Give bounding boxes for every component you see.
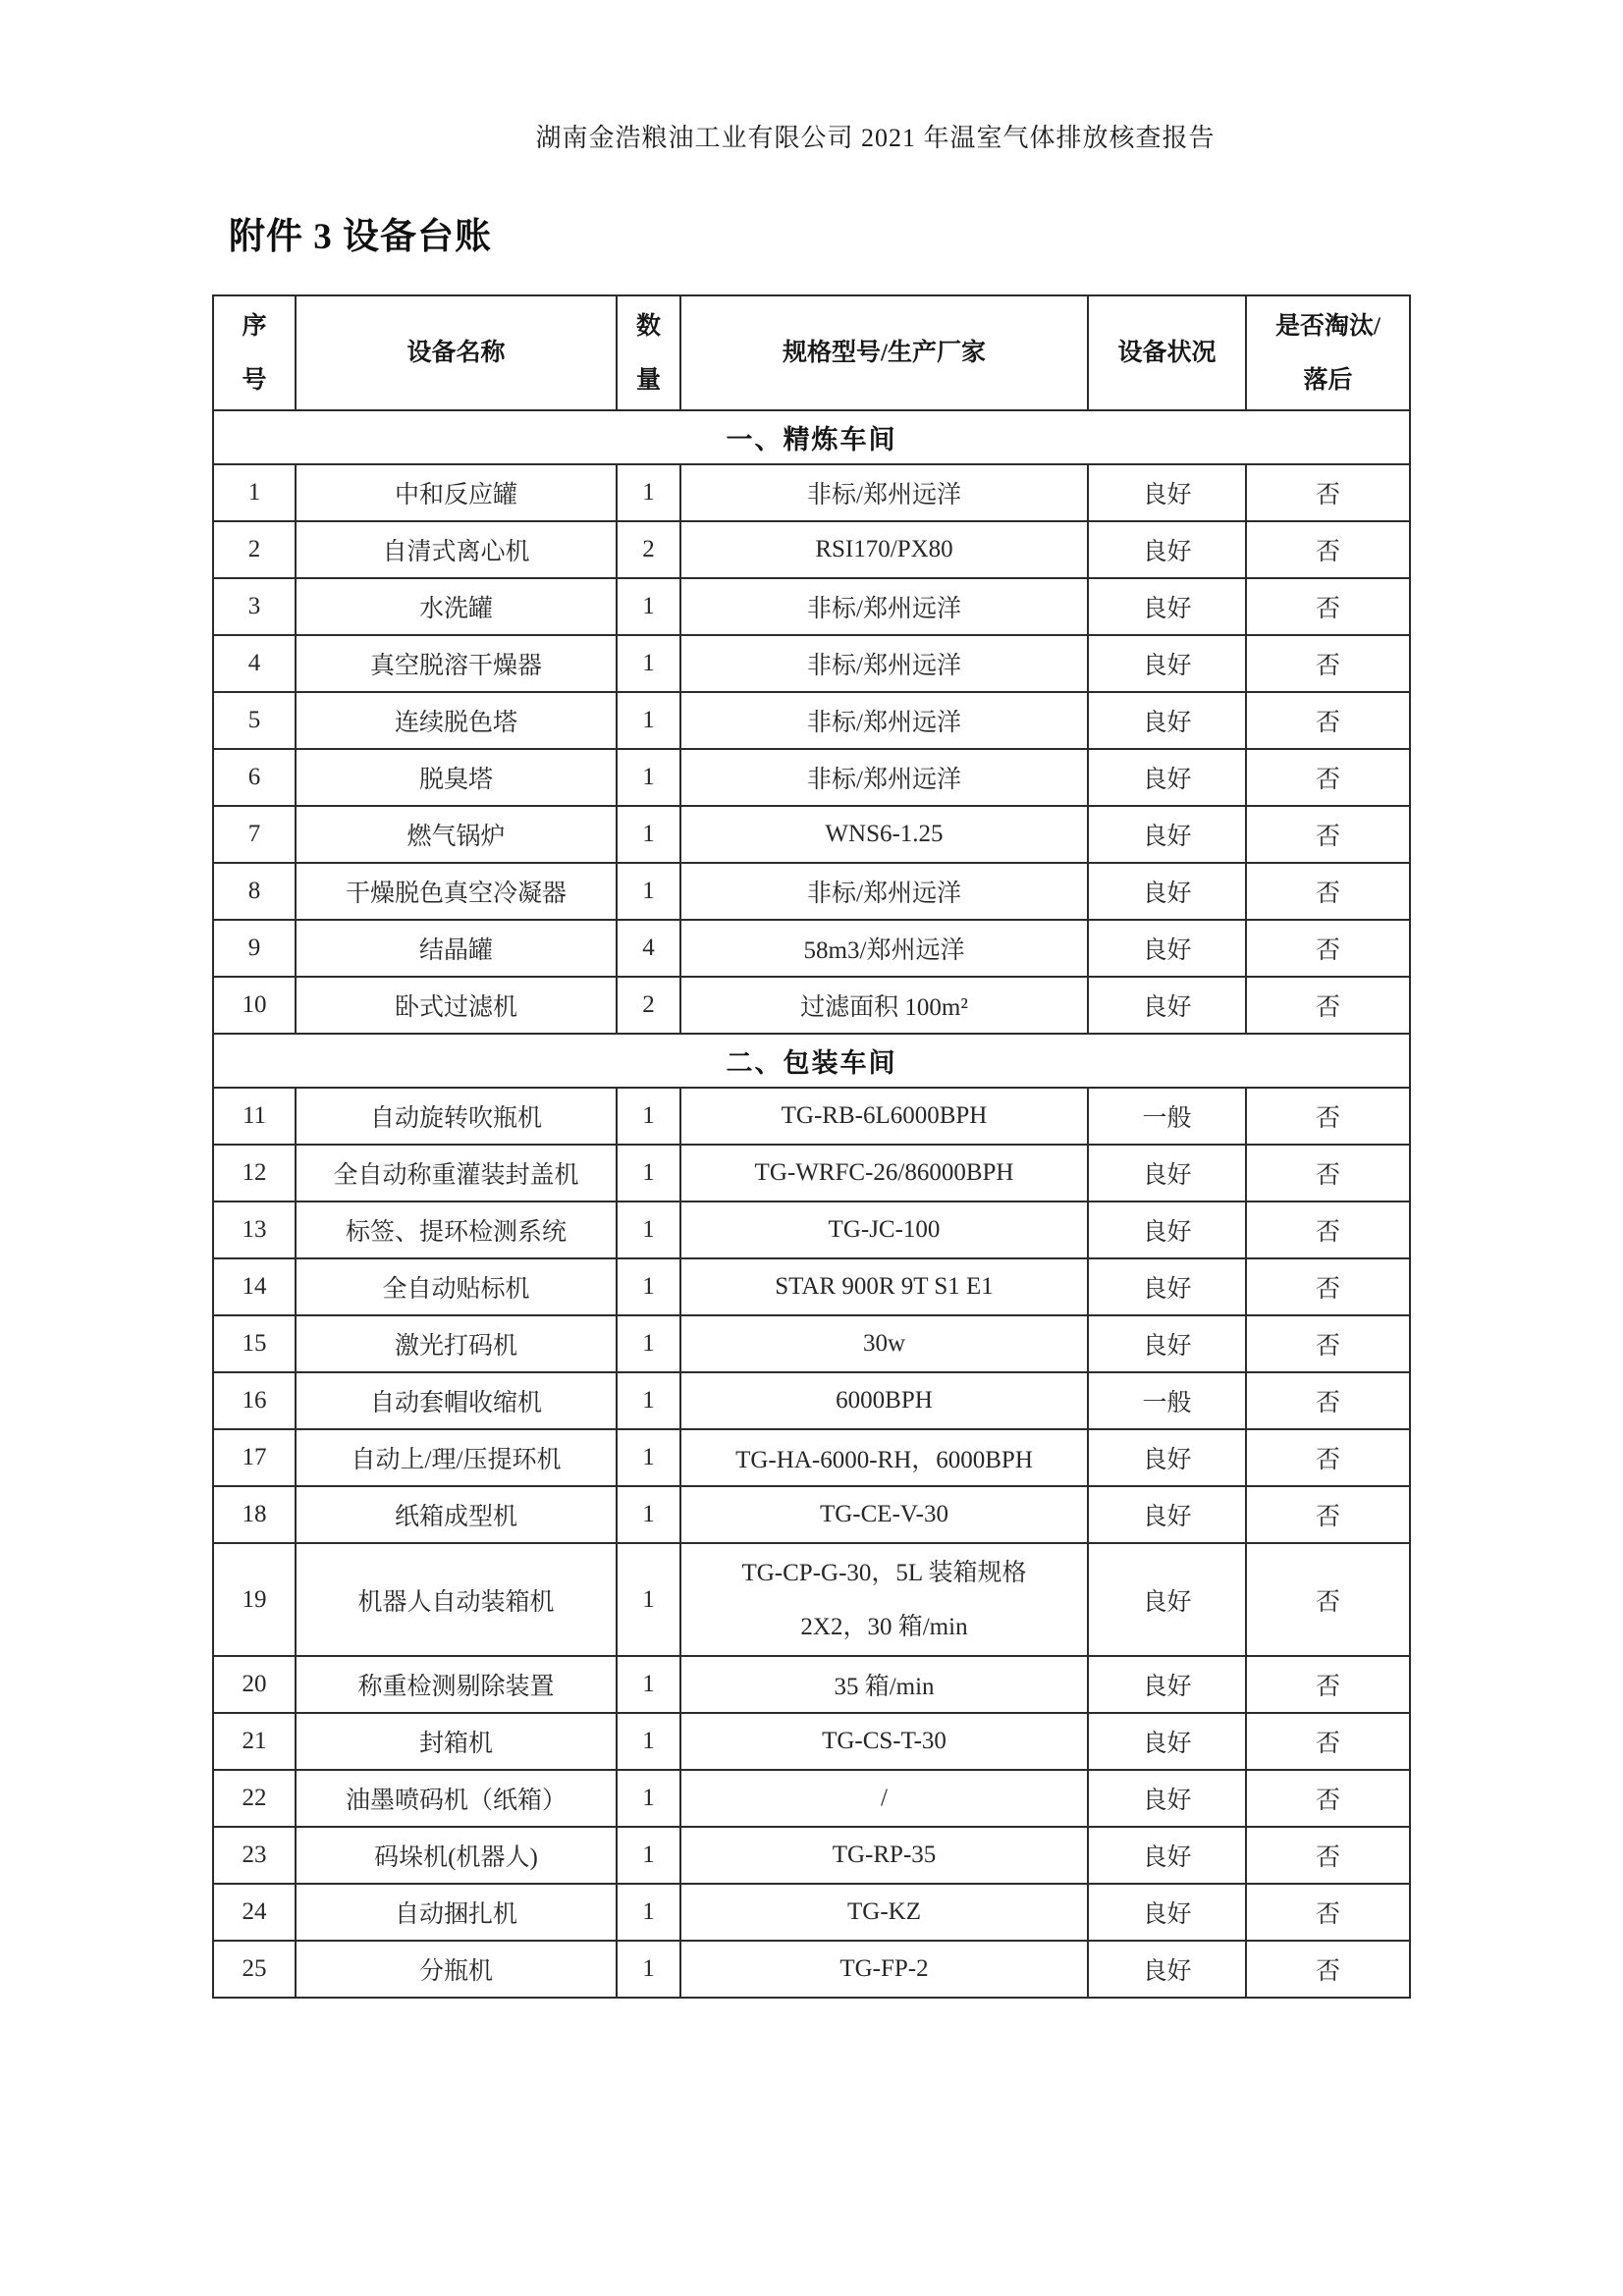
cell-equipment-name: 脱臭塔 (296, 749, 617, 806)
cell-index: 3 (213, 578, 296, 635)
table-row (213, 749, 1410, 806)
cell-obsolete: 否 (1246, 1486, 1410, 1543)
cell-spec-manufacturer: TG-WRFC-26/86000BPH (680, 1145, 1088, 1201)
cell-index: 11 (213, 1088, 296, 1145)
column-header-spec-manufacturer: 规格型号/生产厂家 (680, 295, 1088, 410)
cell-quantity: 2 (617, 977, 680, 1034)
cell-spec-manufacturer: STAR 900R 9T S1 E1 (680, 1258, 1088, 1315)
cell-status: 良好 (1088, 1656, 1246, 1713)
cell-quantity: 2 (617, 521, 680, 578)
cell-spec-manufacturer: WNS6-1.25 (680, 806, 1088, 863)
table-row (213, 1088, 1410, 1145)
column-header-equipment-name: 设备名称 (296, 295, 617, 410)
cell-quantity: 1 (617, 578, 680, 635)
cell-spec-manufacturer: 35 箱/min (680, 1656, 1088, 1713)
table-row (213, 635, 1410, 692)
cell-quantity: 1 (617, 1656, 680, 1713)
cell-spec-manufacturer: 6000BPH (680, 1372, 1088, 1429)
cell-quantity: 1 (617, 863, 680, 920)
cell-equipment-name: 真空脱溶干燥器 (296, 635, 617, 692)
cell-obsolete: 否 (1246, 692, 1410, 749)
table-row (213, 977, 1410, 1034)
cell-status: 良好 (1088, 1543, 1246, 1656)
cell-quantity: 1 (617, 1486, 680, 1543)
cell-spec-manufacturer: TG-FP-2 (680, 1941, 1088, 1998)
column-header-status: 设备状况 (1088, 295, 1246, 410)
column-header-obsolete (1246, 295, 1410, 410)
table-row (213, 1656, 1410, 1713)
cell-equipment-name: 全自动称重灌装封盖机 (296, 1145, 617, 1201)
cell-index: 4 (213, 635, 296, 692)
table-row (213, 1486, 1410, 1543)
cell-obsolete: 否 (1246, 1429, 1410, 1486)
table-row (213, 806, 1410, 863)
cell-index: 10 (213, 977, 296, 1034)
cell-status: 良好 (1088, 1884, 1246, 1941)
cell-spec-manufacturer: 非标/郑州远洋 (680, 749, 1088, 806)
cell-status: 良好 (1088, 1486, 1246, 1543)
cell-obsolete: 否 (1246, 1088, 1410, 1145)
cell-equipment-name: 自清式离心机 (296, 521, 617, 578)
cell-spec-manufacturer-line2: 2X2，30 箱/min (800, 1613, 968, 1640)
cell-obsolete: 否 (1246, 1372, 1410, 1429)
cell-equipment-name: 纸箱成型机 (296, 1486, 617, 1543)
cell-index: 21 (213, 1713, 296, 1770)
table-row (213, 1429, 1410, 1486)
cell-obsolete: 否 (1246, 635, 1410, 692)
cell-index: 7 (213, 806, 296, 863)
cell-status: 良好 (1088, 863, 1246, 920)
column-header-index-line2: 号 (242, 366, 267, 394)
table-row (213, 1713, 1410, 1770)
cell-equipment-name: 水洗罐 (296, 578, 617, 635)
column-header-quantity-line1: 数 (635, 312, 661, 340)
cell-obsolete: 否 (1246, 920, 1410, 977)
table-header-row (213, 295, 1410, 410)
table-row (213, 1372, 1410, 1429)
table-row (213, 1258, 1410, 1315)
cell-obsolete: 否 (1246, 806, 1410, 863)
cell-spec-manufacturer: 过滤面积 100m² (680, 977, 1088, 1034)
cell-spec-manufacturer: TG-CE-V-30 (680, 1486, 1088, 1543)
cell-spec-manufacturer: TG-RP-35 (680, 1827, 1088, 1884)
cell-spec-manufacturer: TG-RB-6L6000BPH (680, 1088, 1088, 1145)
cell-status: 一般 (1088, 1088, 1246, 1145)
cell-index: 23 (213, 1827, 296, 1884)
cell-index: 20 (213, 1656, 296, 1713)
cell-equipment-name: 自动旋转吹瓶机 (296, 1088, 617, 1145)
table-row (213, 1315, 1410, 1372)
cell-obsolete: 否 (1246, 1543, 1410, 1656)
cell-index: 19 (213, 1543, 296, 1656)
cell-spec-manufacturer: RSI170/PX80 (680, 521, 1088, 578)
cell-index: 18 (213, 1486, 296, 1543)
column-header-obsolete-line2: 落后 (1303, 366, 1353, 394)
cell-index: 12 (213, 1145, 296, 1201)
cell-status: 一般 (1088, 1372, 1246, 1429)
cell-quantity: 1 (617, 1827, 680, 1884)
cell-quantity: 4 (617, 920, 680, 977)
cell-spec-manufacturer: / (680, 1770, 1088, 1827)
cell-spec-manufacturer: 非标/郑州远洋 (680, 692, 1088, 749)
section-header-row (213, 410, 1410, 464)
cell-equipment-name: 燃气锅炉 (296, 806, 617, 863)
table-row (213, 920, 1410, 977)
cell-obsolete: 否 (1246, 977, 1410, 1034)
cell-status: 良好 (1088, 635, 1246, 692)
cell-equipment-name: 全自动贴标机 (296, 1258, 617, 1315)
column-header-quantity (617, 295, 680, 410)
cell-quantity: 1 (617, 1770, 680, 1827)
table-row (213, 692, 1410, 749)
column-header-index (213, 295, 296, 410)
cell-equipment-name: 分瓶机 (296, 1941, 617, 1998)
cell-index: 16 (213, 1372, 296, 1429)
table-row (213, 1827, 1410, 1884)
section-title: 一、精炼车间 (213, 410, 1410, 464)
cell-index: 15 (213, 1315, 296, 1372)
cell-status: 良好 (1088, 1258, 1246, 1315)
cell-status: 良好 (1088, 977, 1246, 1034)
cell-equipment-name: 油墨喷码机（纸箱） (296, 1770, 617, 1827)
cell-spec-manufacturer: TG-HA-6000-RH，6000BPH (680, 1429, 1088, 1486)
cell-status: 良好 (1088, 464, 1246, 521)
cell-quantity: 1 (617, 1145, 680, 1201)
column-header-quantity-line2: 量 (635, 366, 661, 394)
cell-spec-manufacturer: TG-CS-T-30 (680, 1713, 1088, 1770)
cell-spec-manufacturer: 非标/郑州远洋 (680, 863, 1088, 920)
cell-spec-manufacturer: 非标/郑州远洋 (680, 635, 1088, 692)
cell-equipment-name: 称重检测剔除装置 (296, 1656, 617, 1713)
table-row (213, 1543, 1410, 1656)
table-row (213, 1770, 1410, 1827)
cell-obsolete: 否 (1246, 1315, 1410, 1372)
cell-equipment-name: 自动套帽收缩机 (296, 1372, 617, 1429)
cell-equipment-name: 连续脱色塔 (296, 692, 617, 749)
cell-status: 良好 (1088, 806, 1246, 863)
table-row (213, 1941, 1410, 1998)
cell-status: 良好 (1088, 692, 1246, 749)
equipment-table (212, 294, 1411, 1999)
cell-spec-manufacturer: TG-JC-100 (680, 1201, 1088, 1258)
cell-quantity: 1 (617, 1258, 680, 1315)
table-row (213, 464, 1410, 521)
table-row (213, 1884, 1410, 1941)
cell-obsolete: 否 (1246, 578, 1410, 635)
cell-index: 13 (213, 1201, 296, 1258)
cell-equipment-name: 机器人自动装箱机 (296, 1543, 617, 1656)
cell-status: 良好 (1088, 920, 1246, 977)
cell-status: 良好 (1088, 1315, 1246, 1372)
cell-index: 8 (213, 863, 296, 920)
cell-spec-manufacturer: TG-KZ (680, 1884, 1088, 1941)
cell-quantity: 1 (617, 692, 680, 749)
cell-spec-manufacturer: 非标/郑州远洋 (680, 464, 1088, 521)
cell-index: 9 (213, 920, 296, 977)
cell-status: 良好 (1088, 521, 1246, 578)
cell-status: 良好 (1088, 1429, 1246, 1486)
cell-obsolete: 否 (1246, 521, 1410, 578)
cell-status: 良好 (1088, 1827, 1246, 1884)
cell-quantity: 1 (617, 464, 680, 521)
cell-equipment-name: 码垛机(机器人) (296, 1827, 617, 1884)
cell-equipment-name: 卧式过滤机 (296, 977, 617, 1034)
cell-obsolete: 否 (1246, 1713, 1410, 1770)
cell-equipment-name: 自动捆扎机 (296, 1884, 617, 1941)
cell-obsolete: 否 (1246, 1770, 1410, 1827)
cell-equipment-name: 封箱机 (296, 1713, 617, 1770)
cell-quantity: 1 (617, 806, 680, 863)
cell-status: 良好 (1088, 1201, 1246, 1258)
cell-spec-manufacturer: 30w (680, 1315, 1088, 1372)
cell-index: 6 (213, 749, 296, 806)
cell-obsolete: 否 (1246, 1827, 1410, 1884)
cell-quantity: 1 (617, 1372, 680, 1429)
cell-obsolete: 否 (1246, 1941, 1410, 1998)
cell-index: 25 (213, 1941, 296, 1998)
cell-status: 良好 (1088, 578, 1246, 635)
cell-quantity: 1 (617, 1315, 680, 1372)
table-row (213, 521, 1410, 578)
cell-quantity: 1 (617, 1884, 680, 1941)
cell-spec-manufacturer-line1: TG-CP-G-30，5L 装箱规格 (741, 1559, 1027, 1586)
cell-status: 良好 (1088, 1941, 1246, 1998)
cell-equipment-name: 激光打码机 (296, 1315, 617, 1372)
cell-index: 22 (213, 1770, 296, 1827)
cell-equipment-name: 中和反应罐 (296, 464, 617, 521)
cell-equipment-name: 标签、提环检测系统 (296, 1201, 617, 1258)
cell-obsolete: 否 (1246, 1258, 1410, 1315)
column-header-index-line1: 序 (242, 312, 267, 340)
page-title: 附件 3 设备台账 (229, 217, 492, 257)
table-row (213, 578, 1410, 635)
cell-quantity: 1 (617, 1201, 680, 1258)
cell-index: 2 (213, 521, 296, 578)
cell-index: 14 (213, 1258, 296, 1315)
cell-quantity: 1 (617, 1429, 680, 1486)
cell-obsolete: 否 (1246, 863, 1410, 920)
cell-quantity: 1 (617, 749, 680, 806)
section-title: 二、包装车间 (213, 1034, 1410, 1088)
equipment-table-container (212, 294, 1411, 1999)
cell-status: 良好 (1088, 1145, 1246, 1201)
cell-spec-manufacturer: 非标/郑州远洋 (680, 578, 1088, 635)
cell-status: 良好 (1088, 1770, 1246, 1827)
cell-equipment-name: 自动上/理/压提环机 (296, 1429, 617, 1486)
cell-quantity: 1 (617, 1543, 680, 1656)
table-row (213, 863, 1410, 920)
report-header-text: 湖南金浩粮油工业有限公司 2021 年温室气体排放核查报告 (535, 124, 1216, 152)
cell-obsolete: 否 (1246, 1145, 1410, 1201)
cell-quantity: 1 (617, 1713, 680, 1770)
table-row (213, 1145, 1410, 1201)
cell-spec-manufacturer: 58m3/郑州远洋 (680, 920, 1088, 977)
cell-quantity: 1 (617, 1941, 680, 1998)
table-row (213, 1201, 1410, 1258)
cell-quantity: 1 (617, 1088, 680, 1145)
cell-obsolete: 否 (1246, 464, 1410, 521)
cell-index: 1 (213, 464, 296, 521)
cell-index: 24 (213, 1884, 296, 1941)
cell-obsolete: 否 (1246, 1656, 1410, 1713)
cell-index: 5 (213, 692, 296, 749)
section-header-row (213, 1034, 1410, 1088)
cell-status: 良好 (1088, 1713, 1246, 1770)
cell-quantity: 1 (617, 635, 680, 692)
cell-obsolete: 否 (1246, 1201, 1410, 1258)
cell-obsolete: 否 (1246, 749, 1410, 806)
cell-status: 良好 (1088, 749, 1246, 806)
cell-equipment-name: 结晶罐 (296, 920, 617, 977)
cell-index: 17 (213, 1429, 296, 1486)
cell-equipment-name: 干燥脱色真空冷凝器 (296, 863, 617, 920)
cell-spec-manufacturer (680, 1543, 1088, 1656)
column-header-obsolete-line1: 是否淘汰/ (1275, 312, 1380, 340)
cell-obsolete: 否 (1246, 1884, 1410, 1941)
